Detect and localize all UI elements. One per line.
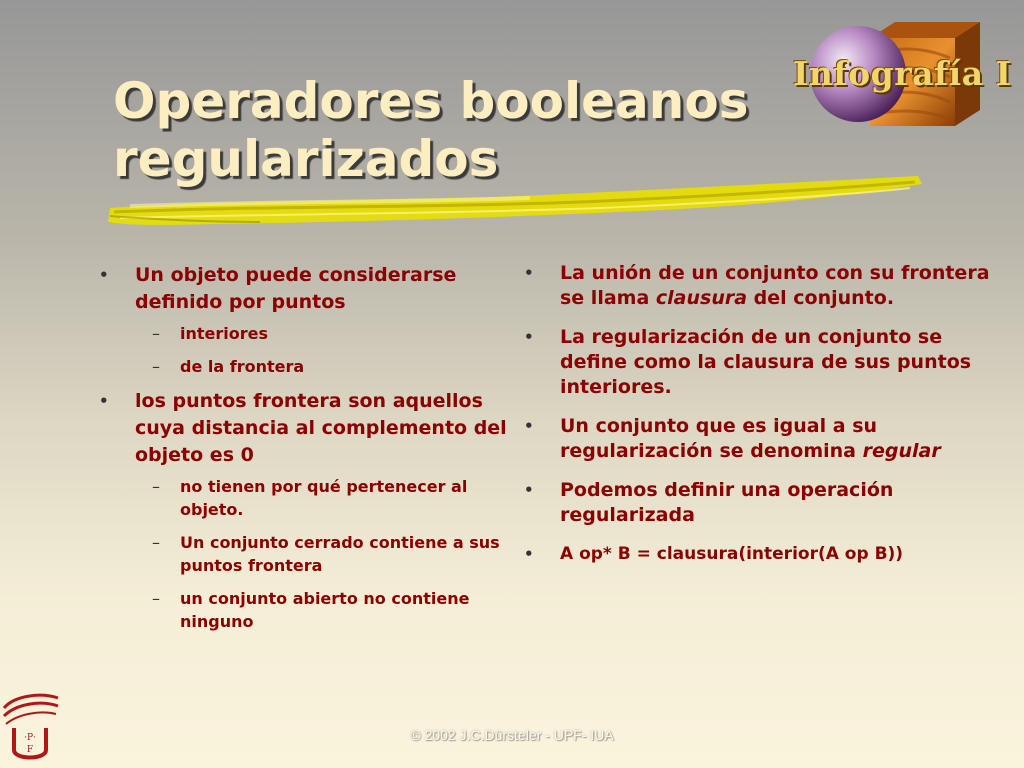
sub-list-item: – Un conjunto cerrado contiene a sus puntos frontera bbox=[95, 531, 525, 577]
list-item bbox=[95, 262, 525, 378]
svg-text:·P·: ·P· bbox=[24, 733, 36, 743]
yellow-brush-stroke-icon bbox=[100, 172, 930, 238]
left-column bbox=[95, 262, 525, 643]
logo-text: Infografía I bbox=[793, 54, 1012, 93]
emphasis-text: regular bbox=[862, 440, 941, 462]
sub-list-item: – de la frontera bbox=[95, 355, 525, 378]
list-item bbox=[520, 261, 990, 311]
slide-title-line-2: regularizados bbox=[113, 130, 499, 188]
list-item: • La regularización de un conjunto se define como la clausura de sus puntos interiores. bbox=[520, 325, 990, 400]
bullet-text: Un conjunto que es igual a su regularización se denomina bbox=[560, 415, 878, 462]
sub-list-item: – interiores bbox=[95, 322, 525, 345]
footer-copyright: © 2002 J.C.Dürsteler - UPF- IUA bbox=[410, 727, 614, 743]
svg-text:F: F bbox=[26, 745, 34, 755]
infografia-logo bbox=[780, 18, 1020, 133]
list-item: • Podemos definir una operación regularizada bbox=[520, 478, 990, 528]
slide-title-line-1: Operadores booleanos bbox=[113, 72, 749, 130]
bullet-text: Un objeto puede considerarse definido por puntos bbox=[135, 264, 457, 313]
list-item: • A op* B = clausura(interior(A op B)) bbox=[520, 542, 990, 566]
bullet-text: los puntos frontera son aquellos cuya distancia al complemento del objeto es 0 bbox=[135, 390, 507, 466]
list-item bbox=[95, 388, 525, 633]
sub-list-item: – un conjunto abierto no contiene ninguno bbox=[95, 587, 525, 633]
slide-title bbox=[113, 72, 748, 188]
emphasis-text: clausura bbox=[655, 287, 748, 309]
bullet-text: del conjunto. bbox=[747, 287, 895, 309]
bullet-text: La unión de un conjunto con su frontera se llama bbox=[560, 262, 990, 309]
list-item bbox=[520, 414, 990, 464]
sub-list-item: – no tienen por qué pertenecer al objeto. bbox=[95, 475, 525, 521]
right-column bbox=[520, 261, 990, 580]
